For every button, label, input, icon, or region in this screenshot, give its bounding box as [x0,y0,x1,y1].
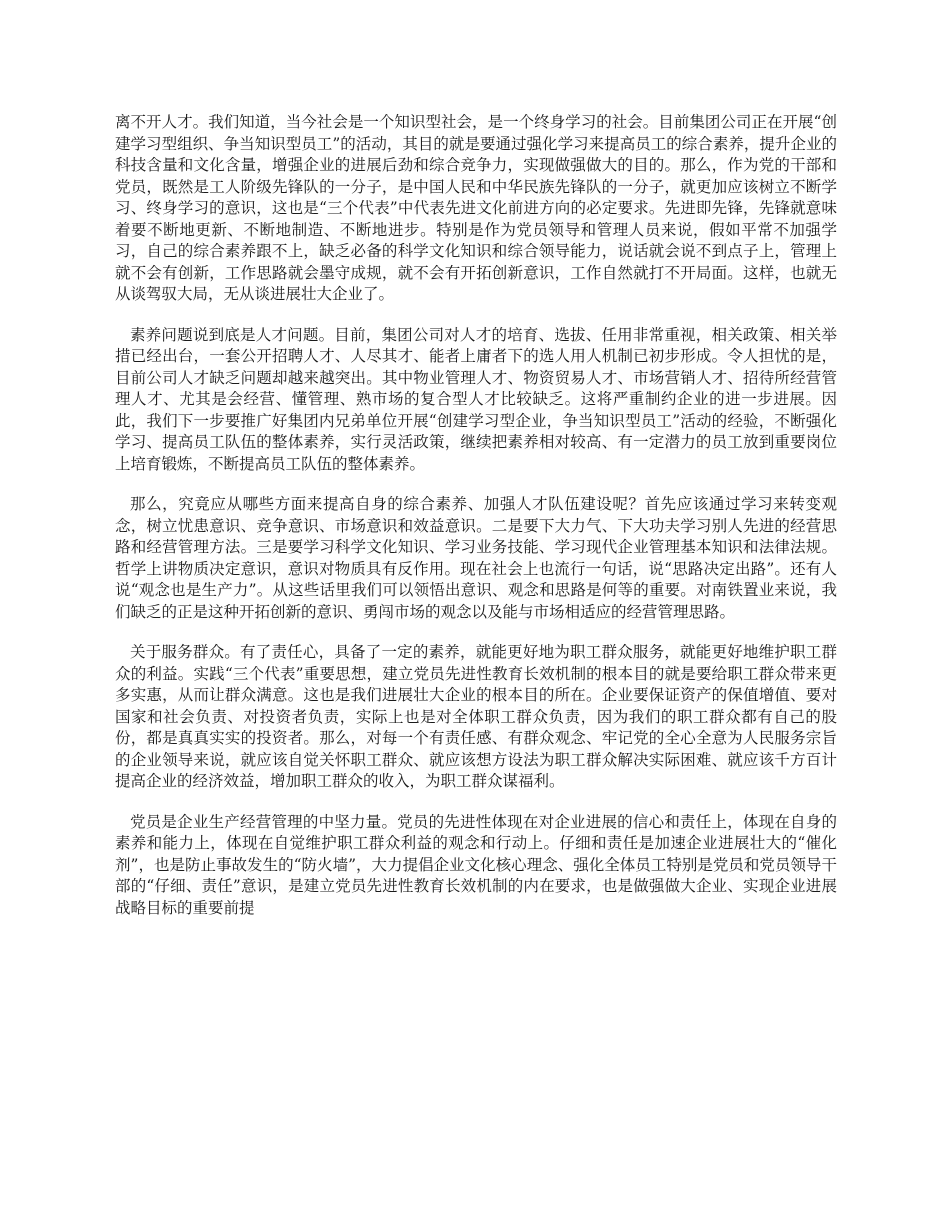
paragraph-3: 那么，究竟应从哪些方面来提高自身的综合素养、加强人才队伍建设呢？首先应该通过学习来转变观念，树立忧患意识、竞争意识、市场意识和效益意识。二是要下大力气、下大功夫学习别人先进的经营思路和经营管理方法。三是要学习科学文化知识、学习业务技能、学习现代企业管理基本知识和法律法规。哲学上讲物质决定意识，意识对物质具有反作用。现在社会上也流行一句话，说“思路决定出路”。还有人说“观念也是生产力”。从这些话里我们可以领悟出意识、观念和思路是何等的重要。对南铁置业来说，我们缺乏的正是这种开拓创新的意识、勇闯市场的观念以及能与市场相适应的经营管理思路。 [115,495,837,621]
paragraph-1: 离不开人才。我们知道，当今社会是一个知识型社会，是一个终身学习的社会。目前集团公司正在开展“创建学习型组织、争当知识型员工”的活动，其目的就是要通过强化学习来提高员工的综合素养，提升企业的科技含量和文化含量，增强企业的进展后劲和综合竞争力，实现做强做大的目的。那么，作为党的干部和党员，既然是工人阶级先锋队的一分子，是中国人民和中华民族先锋队的一分子，就更加应该树立不断学习、终身学习的意识，这也是“三个代表”中代表先进文化前进方向的必定要求。先进即先锋，先锋就意味着要不断地更新、不断地制造、不断地进步。特别是作为党员领导和管理人员来说，假如平常不加强学习，自己的综合素养跟不上，缺乏必备的科学文化知识和综合领导能力，说话就会说不到点子上，管理上就不会有创新，工作思路就会墨守成规，就不会有开拓创新意识，工作自然就打不开局面。这样，也就无从谈驾驭大局，无从谈进展壮大企业了。 [115,113,837,303]
paragraph-5: 党员是企业生产经营管理的中坚力量。党员的先进性体现在对企业进展的信心和责任上，体现在自身的素养和能力上，体现在自觉维护职工群众利益的观念和行动上。仔细和责任是加速企业进展壮大的“催化剂”，也是防止事故发生的“防火墙”，大力提倡企业文化核心理念、强化全体员工特别是党员和党员领导干部的“仔细、责任”意识，是建立党员先进性教育长效机制的内在要求，也是做强做大企业、实现企业进展战略目标的重要前提 [115,812,837,917]
paragraph-2: 素养问题说到底是人才问题。目前，集团公司对人才的培育、选拔、任用非常重视，相关政策、相关举措已经出台，一套公开招聘人才、人尽其才、能者上庸者下的选人用人机制已初步形成。令人担忧的是，目前公司人才缺乏问题却越来越突出。其中物业管理人才、物资贸易人才、市场营销人才、招待所经营管理人才、尤其是会经营、懂管理、熟市场的复合型人才比较缺乏。这将严重制约企业的进一步进展。因此，我们下一步要推广好集团内兄弟单位开展“创建学习型企业，争当知识型员工”活动的经验，不断强化学习、提高员工队伍的整体素养，实行灵活政策，继续把素养相对较高、有一定潜力的员工放到重要岗位上培育锻炼，不断提高员工队伍的整体素养。 [115,325,837,473]
paragraph-4: 关于服务群众。有了责任心，具备了一定的素养，就能更好地为职工群众服务，就能更好地维护职工群众的利益。实践“三个代表”重要思想，建立党员先进性教育长效机制的根本目的就是要给职工群众带来更多实惠，从而让群众满意。这也是我们进展壮大企业的根本目的所在。企业要保证资产的保值增值、要对国家和社会负责、对投资者负责，实际上也是对全体职工群众负责，因为我们的职工群众都有自己的股份，都是真真实实的投资者。那么，对每一个有责任感、有群众观念、牢记党的全心全意为人民服务宗旨的企业领导来说，就应该自觉关怀职工群众、就应该想方设法为职工群众解决实际困难、就应该千方百计提高企业的经济效益，增加职工群众的收入，为职工群众谋福利。 [115,643,837,790]
document-body [115,112,837,938]
